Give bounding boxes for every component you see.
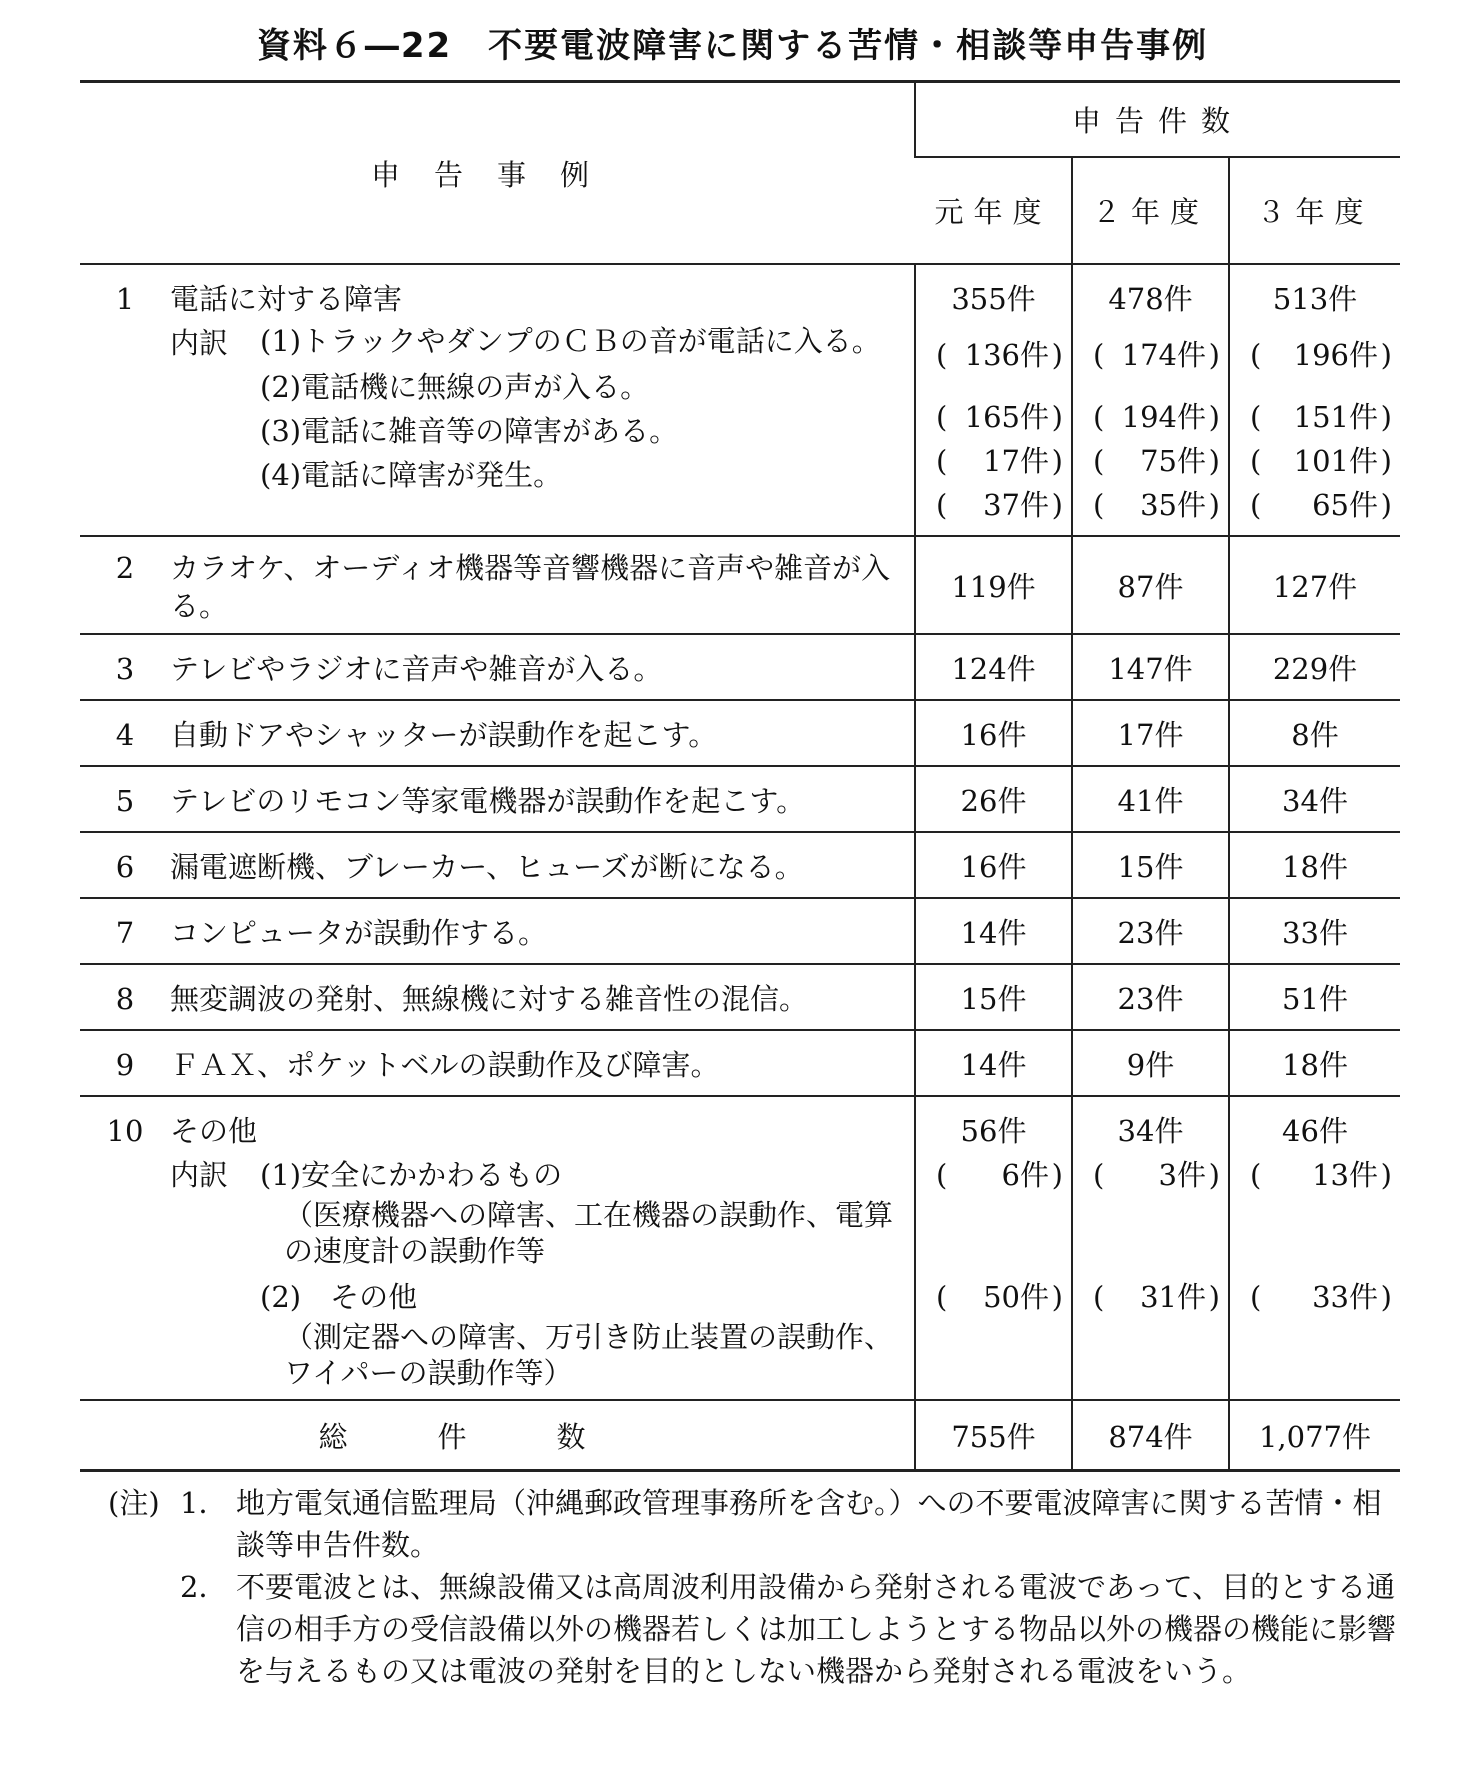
count-value: 124件: [951, 652, 1036, 686]
table-row: [80, 1030, 1400, 1096]
count-value: 15件: [960, 982, 1027, 1016]
detail-text: (4)電話に障害が発生。: [260, 458, 563, 492]
count-detail: ( 174件 ): [1073, 333, 1228, 377]
row-number: 1: [115, 282, 135, 316]
detail-text: (1)トラックやダンプのＣＢの音が電話に入る。: [260, 324, 881, 358]
count-value: 33件: [1282, 916, 1348, 950]
count-detail: ( 194件 ): [1073, 395, 1228, 439]
table-row: [80, 634, 1400, 700]
header-case-label: 申告事例: [80, 82, 915, 265]
row-text: 自動ドアやシャッターが誤動作を起こす。: [170, 718, 718, 752]
count-value: 229件: [1272, 652, 1358, 686]
detail-text: (1)安全にかかわるもの: [260, 1158, 563, 1192]
count-value: 478件: [1108, 282, 1193, 316]
count-value: 147件: [1108, 652, 1193, 686]
detail-text: (3)電話に雑音等の障害がある。: [260, 414, 679, 448]
count-value: 16件: [960, 718, 1027, 752]
count-value: 16件: [960, 850, 1027, 884]
count-detail: ( 3件 ): [1073, 1153, 1228, 1197]
count-value: 17件: [1117, 718, 1184, 752]
table-row: [80, 536, 1400, 634]
header-year-3: ３年度: [1229, 157, 1400, 264]
count-value: 23件: [1117, 916, 1184, 950]
count-value: 56件: [960, 1114, 1027, 1148]
count-detail: ( 75件 ): [1073, 439, 1228, 483]
row-number: 4: [115, 718, 135, 752]
complaint-table: [80, 80, 1400, 1472]
count-value: 23件: [1117, 982, 1184, 1016]
row-text: テレビやラジオに音声や雑音が入る。: [170, 652, 663, 686]
table-row: [80, 766, 1400, 832]
count-detail: ( 196件 ): [1230, 333, 1400, 377]
note-text: 地方電気通信監理局（沖縄郵政管理事務所を含む。）への不要電波障害に関する苦情・相談等申告件数。: [236, 1486, 1382, 1562]
count-detail: ( 37件 ): [916, 483, 1071, 527]
table-row: [80, 264, 1400, 536]
count-value: 8件: [1291, 718, 1339, 752]
count-value: 14件: [960, 916, 1027, 950]
row-number: 7: [115, 916, 135, 950]
row-text: 漏電遮断機、ブレーカー、ヒューズが断になる。: [170, 850, 804, 884]
note-number: 1．: [180, 1486, 228, 1520]
note-number: 2．: [180, 1570, 228, 1604]
count-value: 46件: [1282, 1114, 1348, 1148]
row-text: ＦＡＸ、ポケットベルの誤動作及び障害。: [170, 1048, 720, 1082]
count-value: 355件: [951, 282, 1036, 316]
count-detail: ( 17件 ): [916, 439, 1071, 483]
row-number: 6: [115, 850, 135, 884]
count-value: 26件: [960, 784, 1027, 818]
table-row: [80, 964, 1400, 1030]
row-number: 8: [115, 982, 135, 1016]
count-value: 15件: [1117, 850, 1184, 884]
detail-note: （医療機器への障害、工在機器の誤動作、電算の速度計の誤動作等: [284, 1198, 894, 1268]
header-year-2: ２年度: [1072, 157, 1229, 264]
count-detail: ( 13件 ): [1230, 1153, 1400, 1197]
row-text: カラオケ、オーディオ機器等音響機器に音声や雑音が入る。: [170, 551, 891, 623]
row-number: 9: [115, 1048, 135, 1082]
row-text: 無変調波の発射、無線機に対する雑音性の混信。: [170, 982, 809, 1016]
count-value: 41件: [1117, 784, 1184, 818]
count-value: 34件: [1117, 1114, 1184, 1148]
document-title: 資料６―22 不要電波障害に関する苦情・相談等申告事例: [256, 26, 1209, 66]
row-number: 5: [115, 784, 135, 818]
total-count: 1,077件: [1229, 1400, 1400, 1471]
count-value: 51件: [1282, 982, 1348, 1016]
row-number: 2: [115, 551, 135, 585]
count-value: 127件: [1272, 570, 1358, 604]
count-detail: ( 31件 ): [1073, 1275, 1228, 1319]
table-row: [80, 700, 1400, 766]
notes-head: (注): [108, 1486, 160, 1520]
table-row: [80, 1096, 1400, 1400]
total-count: 874件: [1072, 1400, 1229, 1471]
detail-note: （測定器への障害、万引き防止装置の誤動作、ワイパーの誤動作等）: [284, 1320, 894, 1390]
row-number: 10: [106, 1114, 144, 1148]
row-text: コンピュータが誤動作する。: [170, 916, 548, 950]
count-detail: ( 33件 ): [1230, 1275, 1400, 1319]
total-label: 総件数: [318, 1419, 676, 1454]
header-count-label: 申告件数: [915, 82, 1400, 157]
count-detail: ( 50件 ): [916, 1275, 1071, 1319]
count-detail: ( 35件 ): [1073, 483, 1228, 527]
breakdown-label: 内訳: [170, 326, 229, 360]
header-year-1: 元年度: [934, 194, 1052, 229]
count-detail: ( 65件 ): [1230, 483, 1400, 527]
count-value: 34件: [1282, 784, 1348, 818]
count-detail: ( 6件 ): [916, 1153, 1071, 1197]
total-count: 755件: [915, 1400, 1072, 1471]
count-detail: ( 101件 ): [1230, 439, 1400, 483]
count-detail: ( 165件 ): [916, 395, 1071, 439]
row-text: その他: [170, 1114, 258, 1148]
detail-text: (2) その他: [260, 1280, 418, 1314]
note-text: 不要電波とは、無線設備又は高周波利用設備から発射される電波であって、目的とする通信の相手方の受信設備以外の機器若しくは加工しようとする物品以外の機器の機能に影響を与えるもの又は電波の発射を目的としない機器から発射される電波をいう。: [236, 1570, 1397, 1688]
detail-text: (2)電話機に無線の声が入る。: [260, 370, 650, 404]
table-row: [80, 898, 1400, 964]
row-text: 電話に対する障害: [170, 282, 403, 316]
count-value: 119件: [951, 570, 1036, 604]
notes: [108, 1482, 1408, 1692]
count-value: 18件: [1282, 1048, 1348, 1082]
count-detail: ( 136件 ): [916, 333, 1071, 377]
row-text: テレビのリモコン等家電機器が誤動作を起こす。: [170, 784, 806, 818]
count-value: 513件: [1272, 282, 1358, 316]
table-row: [80, 832, 1400, 898]
total-row: [80, 1400, 1400, 1471]
count-value: 9件: [1126, 1048, 1175, 1082]
count-value: 14件: [960, 1048, 1027, 1082]
count-value: 18件: [1282, 850, 1348, 884]
count-detail: ( 151件 ): [1230, 395, 1400, 439]
row-number: 3: [115, 652, 135, 686]
count-value: 87件: [1117, 570, 1184, 604]
breakdown-label: 内訳: [170, 1158, 229, 1192]
